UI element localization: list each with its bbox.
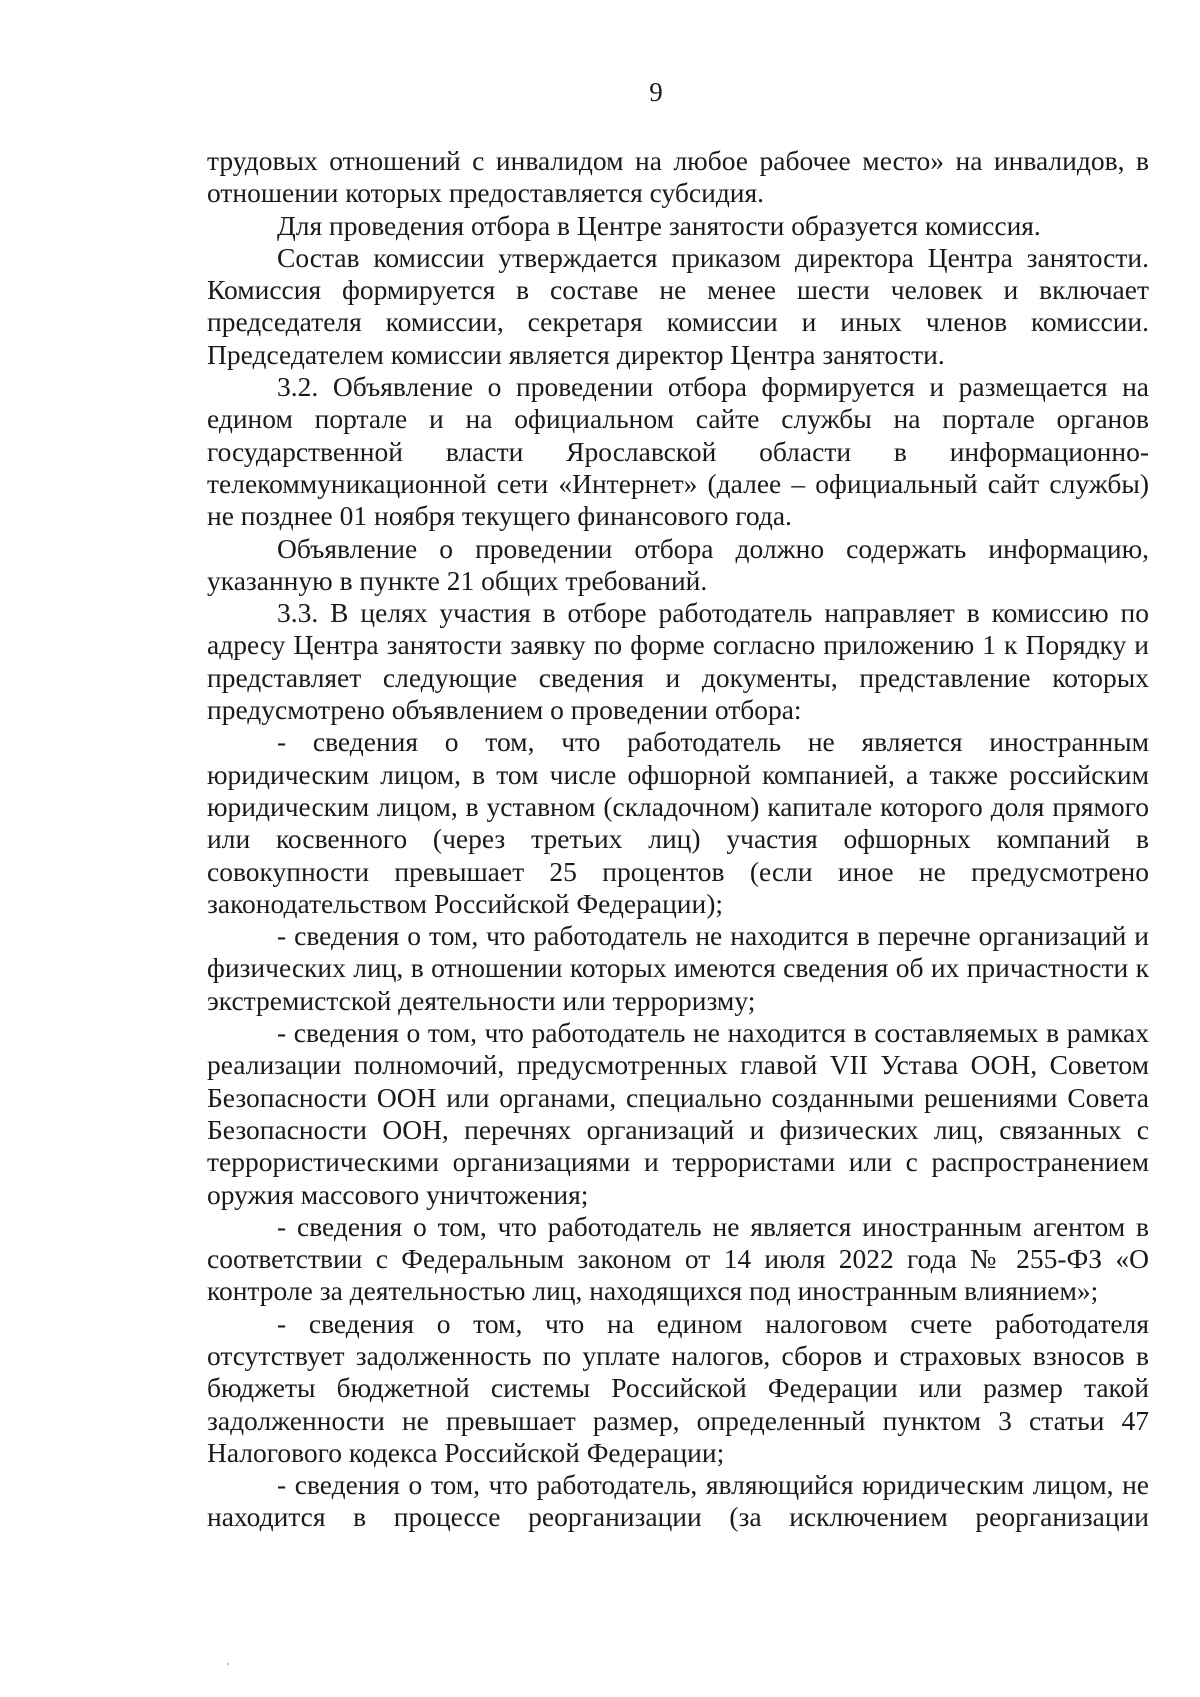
- list-item-un-sanctions: - сведения о том, что работодатель не находится в составляемых в рамках реализации полномочий, предусмотренных главой VII Устава ООН, Советом Безопасности ООН или органами, специально созданными решениями Совета Безопасности ООН, перечнях организаций и физических лиц, связанных с террористическими организациями и террористами или с распространением оружия массового уничтожения;: [207, 1017, 1149, 1210]
- paragraph-continuation: трудовых отношений с инвалидом на любое рабочее место» на инвалидов, в отношении которых предоставляется субсидия.: [207, 145, 1149, 209]
- paragraph-commission-composition: Состав комиссии утверждается приказом директора Центра занятости. Комиссия формируется в составе не менее шести человек и включает председателя комиссии, секретаря комиссии и иных членов комиссии. Председателем комиссии является директор Центра занятости.: [207, 241, 1149, 370]
- scan-speck: [227, 1663, 229, 1665]
- paragraph-3-2-announcement: 3.2. Объявление о проведении отбора формируется и размещается на едином портале и на официальном сайте службы на портале органов государственной власти Ярославской области в информационно-телекоммуникационной сети «Интернет» (далее – официальный сайт службы) не позднее 01 ноября текущего финансового года.: [207, 371, 1149, 532]
- paragraph-announcement-content: Объявление о проведении отбора должно содержать информацию, указанную в пункте 21 общих требований.: [207, 532, 1149, 596]
- list-item-foreign-agent: - сведения о том, что работодатель не является иностранным агентом в соответствии с Федеральным законом от 14 июля 2022 года № 255-ФЗ «О контроле за деятельностью лиц, находящихся под иностранным влиянием»;: [207, 1210, 1149, 1307]
- list-item-extremism-list: - сведения о том, что работодатель не находится в перечне организаций и физических лиц, в отношении которых имеются сведения об их причастности к экстремистской деятельности или терроризму;: [207, 920, 1149, 1016]
- page-number: 9: [649, 77, 663, 107]
- document-body: [207, 145, 1149, 1534]
- list-item-reorganization: - сведения о том, что работодатель, являющийся юридическим лицом, не находится в процессе реорганизации (за исключением реорганизации: [207, 1469, 1149, 1533]
- paragraph-3-3-application: 3.3. В целях участия в отборе работодатель направляет в комиссию по адресу Центра занятости заявку по форме согласно приложению 1 к Порядку и представляет следующие сведения и документы, представление которых предусмотрено объявлением о проведении отбора:: [207, 597, 1149, 726]
- list-item-foreign-entity: - сведения о том, что работодатель не является иностранным юридическим лицом, в том числе офшорной компанией, а также российским юридическим лицом, в уставном (складочном) капитале которого доля прямого или косвенного (через третьих лиц) участия офшорных компаний в совокупности превышает 25 процентов (если иное не предусмотрено законодательством Российской Федерации);: [207, 726, 1149, 919]
- paragraph-commission-formed: Для проведения отбора в Центре занятости образуется комиссия.: [277, 209, 1041, 241]
- list-item-tax-debt: - сведения о том, что на едином налоговом счете работодателя отсутствует задолженность по уплате налогов, сборов и страховых взносов в бюджеты бюджетной системы Российской Федерации или размер такой задолженности не превышает размер, определенный пунктом 3 статьи 47 Налогового кодекса Российской Федерации;: [207, 1307, 1149, 1468]
